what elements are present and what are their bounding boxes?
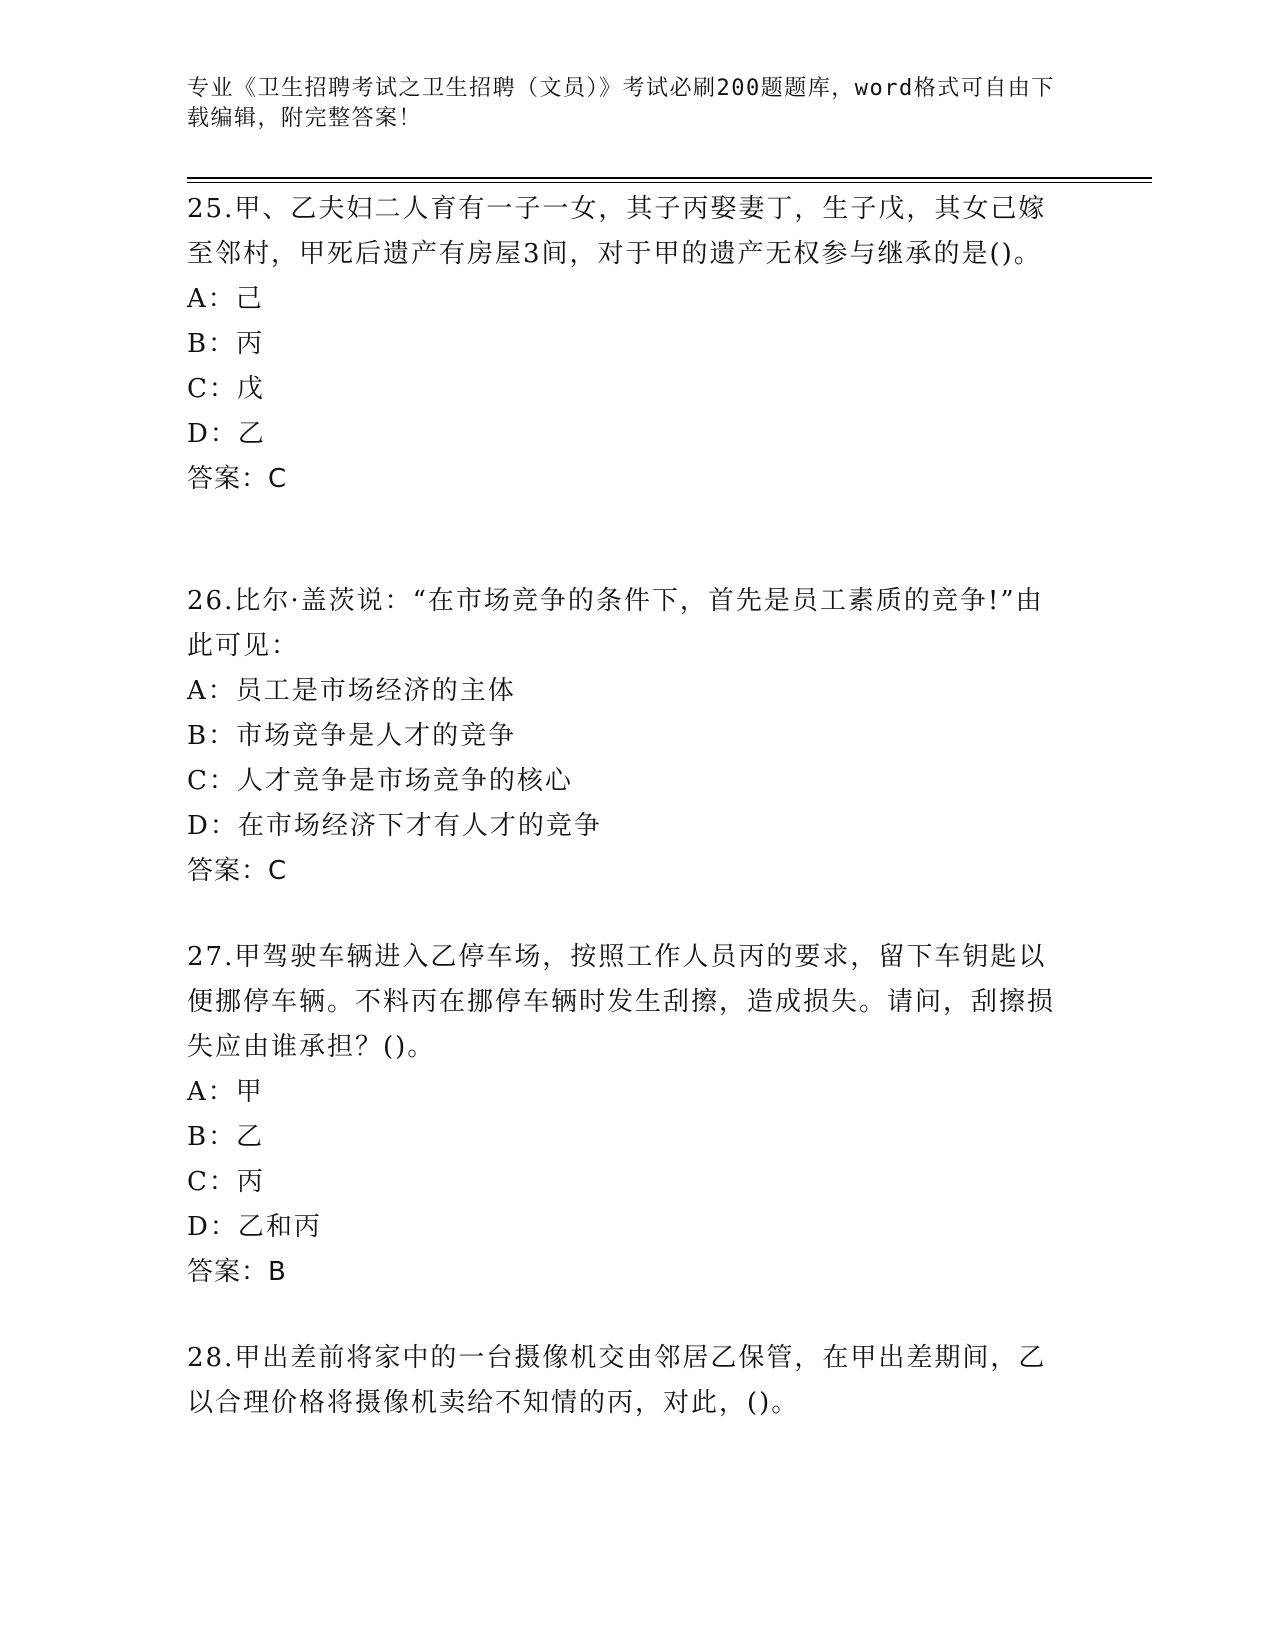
option-d: D：在市场经济下才有人才的竞争 [187, 811, 602, 841]
question-26 [187, 579, 1067, 894]
option-d: D：乙 [187, 419, 266, 449]
document-header: 专业《卫生招聘考试之卫生招聘（文员）》考试必刷200题题库，word格式可自由下载编辑，附完整答案！ [187, 76, 1055, 131]
answer-line: 答案：B [187, 1257, 287, 1287]
option-c: C：丙 [187, 1167, 265, 1197]
answer-line: 答案：C [187, 856, 288, 886]
option-c: C：戊 [187, 374, 265, 404]
option-d: D：乙和丙 [187, 1212, 322, 1242]
option-c: C：人才竞争是市场竞争的核心 [187, 766, 573, 796]
question-text: 26.比尔·盖茨说：“在市场竞争的条件下，首先是员工素质的竞争!”由此可见： [187, 586, 1044, 661]
question-text: 28.甲出差前将家中的一台摄像机交由邻居乙保管，在甲出差期间，乙以合理价格将摄像机卖给不知情的丙，对此，()。 [187, 1343, 1047, 1418]
header-divider-thin [187, 182, 1152, 183]
question-text: 27.甲驾驶车辆进入乙停车场，按照工作人员丙的要求，留下车钥匙以便挪停车辆。不料丙在挪停车辆时发生刮擦，造成损失。请问，刮擦损失应由谁承担？()。 [187, 942, 1056, 1062]
option-b: B：乙 [187, 1122, 265, 1152]
option-a: A：员工是市场经济的主体 [187, 676, 516, 706]
answer-line: 答案：C [187, 464, 288, 494]
option-a: A：己 [187, 284, 264, 314]
question-28 [187, 1336, 1067, 1426]
header-divider-thick [187, 177, 1152, 179]
option-a: A：甲 [187, 1077, 264, 1107]
question-27 [187, 935, 1067, 1295]
option-b: B：市场竞争是人才的竞争 [187, 721, 517, 751]
question-25 [187, 187, 1067, 502]
option-b: B：丙 [187, 329, 265, 359]
question-text: 25.甲、乙夫妇二人育有一子一女，其子丙娶妻丁，生子戊，其女己嫁至邻村，甲死后遗产有房屋3间，对于甲的遗产无权参与继承的是()。 [187, 194, 1047, 269]
